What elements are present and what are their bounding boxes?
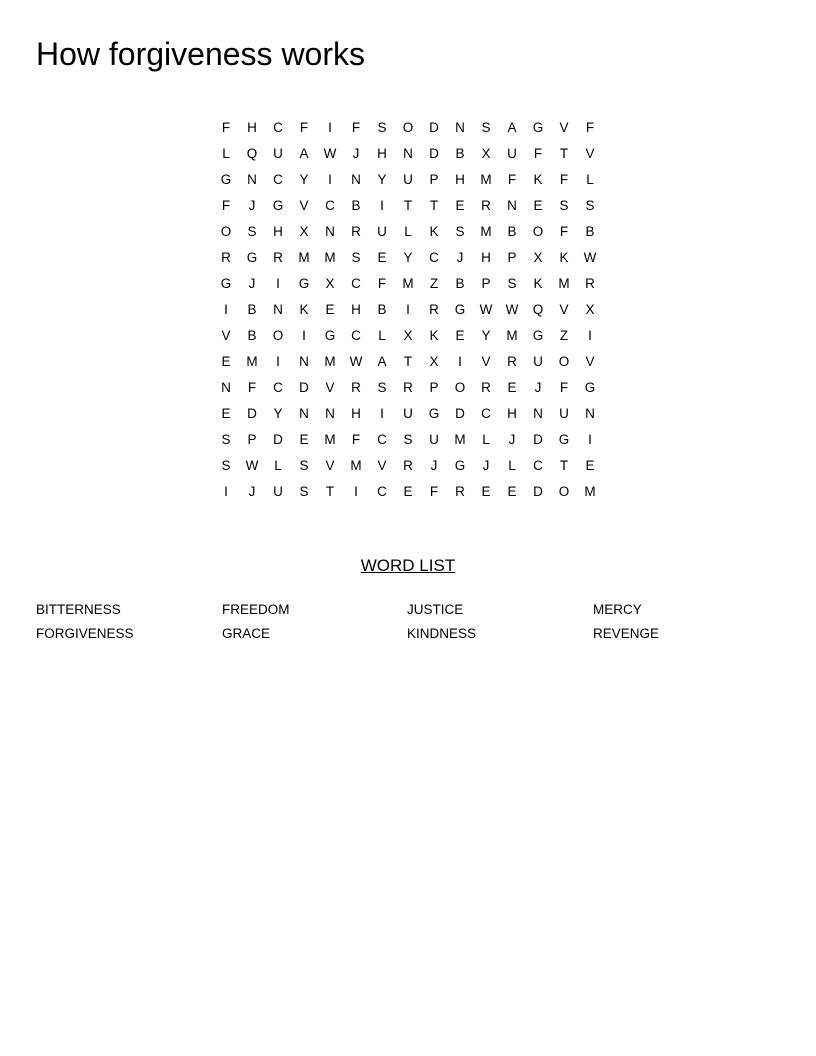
grid-letter: E: [455, 198, 465, 213]
grid-letter: K: [559, 250, 569, 265]
grid-letter: G: [532, 328, 544, 343]
grid-letter: B: [455, 146, 465, 161]
grid-letter: H: [507, 406, 517, 421]
grid-letter: F: [351, 120, 361, 135]
grid-letter: N: [299, 354, 309, 369]
grid-row: [213, 271, 603, 297]
grid-letter: J: [508, 432, 516, 447]
grid-letter: P: [481, 276, 491, 291]
grid-letter: I: [224, 484, 228, 499]
grid-letter: U: [507, 146, 517, 161]
grid-letter: X: [429, 354, 439, 369]
grid-letter: A: [299, 146, 309, 161]
grid-row: [213, 141, 603, 167]
grid-letter: C: [273, 380, 283, 395]
grid-letter: D: [299, 380, 309, 395]
word-search-grid: [213, 115, 603, 505]
grid-letter: L: [586, 172, 594, 187]
grid-letter: H: [247, 120, 257, 135]
grid-letter: I: [458, 354, 462, 369]
grid-letter: Y: [377, 172, 387, 187]
grid-letter: L: [508, 458, 516, 473]
grid-letter: U: [403, 172, 413, 187]
grid-letter: V: [481, 354, 491, 369]
grid-letter: F: [377, 276, 387, 291]
word-list-item: FREEDOM: [222, 602, 290, 617]
grid-letter: I: [406, 302, 410, 317]
grid-letter: W: [245, 458, 259, 473]
grid-letter: P: [429, 380, 439, 395]
grid-row: [213, 453, 603, 479]
grid-letter: R: [481, 198, 491, 213]
grid-letter: H: [351, 406, 361, 421]
grid-letter: L: [378, 328, 386, 343]
grid-letter: V: [559, 302, 569, 317]
grid-letter: F: [585, 120, 595, 135]
grid-letter: R: [273, 250, 283, 265]
grid-letter: K: [533, 172, 543, 187]
grid-letter: S: [481, 120, 491, 135]
grid-letter: J: [248, 484, 256, 499]
grid-letter: X: [533, 250, 543, 265]
grid-letter: N: [403, 146, 413, 161]
grid-row: [213, 115, 603, 141]
word-list: [36, 601, 779, 649]
grid-letter: H: [351, 302, 361, 317]
grid-letter: O: [558, 484, 570, 499]
grid-letter: U: [273, 484, 283, 499]
grid-letter: E: [507, 380, 517, 395]
grid-letter: N: [299, 406, 309, 421]
grid-letter: N: [351, 172, 361, 187]
grid-letter: E: [221, 354, 231, 369]
grid-letter: I: [328, 172, 332, 187]
grid-letter: G: [298, 276, 310, 291]
page-title: How forgiveness works: [36, 36, 365, 72]
grid-letter: Y: [403, 250, 413, 265]
grid-letter: M: [454, 432, 466, 447]
grid-letter: N: [325, 224, 335, 239]
grid-letter: G: [454, 458, 466, 473]
grid-letter: S: [351, 250, 361, 265]
grid-letter: Z: [559, 328, 569, 343]
grid-letter: R: [403, 380, 413, 395]
grid-letter: E: [533, 198, 543, 213]
grid-letter: H: [377, 146, 387, 161]
grid-row: [213, 323, 603, 349]
grid-letter: G: [220, 172, 232, 187]
grid-letter: C: [533, 458, 543, 473]
grid-letter: C: [429, 250, 439, 265]
grid-letter: U: [403, 406, 413, 421]
grid-letter: X: [299, 224, 309, 239]
grid-letter: I: [224, 302, 228, 317]
grid-letter: T: [403, 354, 413, 369]
grid-letter: I: [302, 328, 306, 343]
grid-letter: U: [533, 354, 543, 369]
grid-letter: C: [481, 406, 491, 421]
grid-letter: X: [585, 302, 595, 317]
grid-letter: I: [380, 198, 384, 213]
grid-letter: J: [248, 198, 256, 213]
grid-letter: N: [221, 380, 231, 395]
grid-letter: S: [221, 432, 231, 447]
grid-letter: S: [221, 458, 231, 473]
grid-letter: K: [533, 276, 543, 291]
grid-letter: D: [533, 432, 543, 447]
grid-letter: N: [455, 120, 465, 135]
grid-letter: B: [247, 328, 257, 343]
grid-row: [213, 167, 603, 193]
grid-letter: W: [349, 354, 363, 369]
grid-letter: O: [558, 354, 570, 369]
grid-letter: S: [455, 224, 465, 239]
grid-letter: R: [585, 276, 595, 291]
grid-letter: M: [246, 354, 258, 369]
grid-letter: B: [455, 276, 465, 291]
grid-letter: A: [377, 354, 387, 369]
grid-letter: R: [455, 484, 465, 499]
grid-letter: P: [507, 250, 517, 265]
grid-letter: N: [247, 172, 257, 187]
grid-letter: S: [377, 120, 387, 135]
grid-letter: C: [273, 120, 283, 135]
grid-letter: D: [247, 406, 257, 421]
grid-letter: G: [246, 250, 258, 265]
grid-letter: G: [428, 406, 440, 421]
word-list-item: BITTERNESS: [36, 602, 121, 617]
grid-letter: V: [377, 458, 387, 473]
grid-letter: Q: [532, 302, 544, 317]
grid-letter: B: [377, 302, 387, 317]
grid-letter: G: [220, 276, 232, 291]
grid-letter: F: [299, 120, 309, 135]
word-list-heading: WORD LIST: [360, 556, 456, 575]
grid-row: [213, 219, 603, 245]
grid-letter: W: [323, 146, 337, 161]
grid-letter: L: [222, 146, 230, 161]
grid-letter: I: [276, 354, 280, 369]
grid-letter: S: [585, 198, 595, 213]
grid-letter: J: [430, 458, 438, 473]
grid-letter: J: [248, 276, 256, 291]
word-list-item: GRACE: [222, 626, 271, 641]
grid-letter: M: [480, 224, 492, 239]
grid-letter: M: [480, 172, 492, 187]
grid-letter: F: [559, 380, 569, 395]
grid-letter: M: [350, 458, 362, 473]
grid-letter: L: [404, 224, 412, 239]
grid-letter: O: [402, 120, 414, 135]
grid-letter: B: [507, 224, 517, 239]
grid-row: [213, 245, 603, 271]
grid-letter: J: [456, 250, 464, 265]
grid-letter: O: [454, 380, 466, 395]
grid-letter: E: [455, 328, 465, 343]
grid-letter: M: [558, 276, 570, 291]
grid-row: [213, 375, 603, 401]
grid-letter: G: [558, 432, 570, 447]
grid-letter: V: [221, 328, 231, 343]
grid-letter: V: [559, 120, 569, 135]
grid-letter: H: [481, 250, 491, 265]
grid-letter: X: [481, 146, 491, 161]
grid-letter: Q: [246, 146, 258, 161]
grid-row: [213, 479, 603, 505]
grid-letter: T: [325, 484, 335, 499]
grid-letter: M: [402, 276, 414, 291]
grid-letter: D: [455, 406, 465, 421]
grid-letter: F: [221, 120, 231, 135]
grid-letter: G: [454, 302, 466, 317]
grid-letter: G: [532, 120, 544, 135]
grid-letter: E: [507, 484, 517, 499]
grid-letter: V: [299, 198, 309, 213]
grid-letter: U: [377, 224, 387, 239]
grid-letter: Y: [273, 406, 283, 421]
grid-letter: F: [221, 198, 231, 213]
grid-letter: D: [429, 146, 439, 161]
grid-letter: F: [559, 172, 569, 187]
grid-letter: C: [351, 328, 361, 343]
grid-row: [213, 349, 603, 375]
grid-letter: R: [351, 224, 361, 239]
grid-letter: W: [505, 302, 519, 317]
grid-letter: M: [298, 250, 310, 265]
grid-letter: F: [507, 172, 517, 187]
grid-letter: U: [429, 432, 439, 447]
grid-letter: P: [247, 432, 257, 447]
grid-row: [213, 427, 603, 453]
grid-letter: U: [273, 146, 283, 161]
grid-letter: E: [221, 406, 231, 421]
grid-letter: O: [272, 328, 284, 343]
grid-letter: T: [559, 146, 569, 161]
grid-letter: M: [324, 432, 336, 447]
grid-letter: E: [377, 250, 387, 265]
grid-letter: V: [585, 146, 595, 161]
grid-letter: C: [377, 432, 387, 447]
grid-letter: D: [273, 432, 283, 447]
grid-letter: S: [299, 484, 309, 499]
grid-letter: F: [559, 224, 569, 239]
grid-letter: Z: [429, 276, 439, 291]
grid-letter: I: [588, 328, 592, 343]
grid-letter: E: [585, 458, 595, 473]
grid-letter: I: [588, 432, 592, 447]
grid-letter: I: [328, 120, 332, 135]
grid-letter: B: [247, 302, 257, 317]
grid-letter: V: [325, 458, 335, 473]
grid-letter: E: [325, 302, 335, 317]
grid-letter: D: [429, 120, 439, 135]
grid-letter: R: [221, 250, 231, 265]
grid-letter: G: [324, 328, 336, 343]
grid-letter: R: [481, 380, 491, 395]
word-list-item: JUSTICE: [407, 602, 464, 617]
grid-row: [213, 193, 603, 219]
grid-letter: N: [585, 406, 595, 421]
grid-letter: N: [273, 302, 283, 317]
grid-letter: N: [533, 406, 543, 421]
grid-letter: J: [482, 458, 490, 473]
grid-letter: C: [351, 276, 361, 291]
grid-letter: Y: [481, 328, 491, 343]
grid-letter: X: [325, 276, 335, 291]
grid-letter: M: [324, 250, 336, 265]
grid-letter: H: [455, 172, 465, 187]
grid-letter: T: [559, 458, 569, 473]
grid-letter: O: [220, 224, 232, 239]
grid-letter: J: [534, 380, 542, 395]
grid-letter: U: [559, 406, 569, 421]
grid-letter: R: [403, 458, 413, 473]
grid-letter: A: [507, 120, 517, 135]
grid-letter: S: [507, 276, 517, 291]
grid-letter: E: [481, 484, 491, 499]
grid-letter: T: [429, 198, 439, 213]
grid-letter: V: [325, 380, 335, 395]
grid-letter: R: [351, 380, 361, 395]
grid-letter: L: [482, 432, 490, 447]
grid-letter: I: [354, 484, 358, 499]
grid-row: [213, 401, 603, 427]
grid-letter: E: [403, 484, 413, 499]
grid-letter: W: [479, 302, 493, 317]
grid-letter: Y: [299, 172, 309, 187]
grid-letter: F: [247, 380, 257, 395]
grid-letter: D: [533, 484, 543, 499]
word-list-item: REVENGE: [593, 626, 660, 641]
grid-letter: S: [299, 458, 309, 473]
grid-letter: K: [429, 224, 439, 239]
grid-letter: M: [506, 328, 518, 343]
grid-letter: X: [403, 328, 413, 343]
grid-letter: H: [273, 224, 283, 239]
grid-letter: O: [532, 224, 544, 239]
grid-letter: W: [583, 250, 597, 265]
grid-letter: C: [325, 198, 335, 213]
word-list-item: FORGIVENESS: [36, 626, 134, 641]
grid-letter: E: [299, 432, 309, 447]
grid-letter: P: [429, 172, 439, 187]
grid-letter: S: [377, 380, 387, 395]
grid-letter: N: [507, 198, 517, 213]
grid-letter: S: [247, 224, 257, 239]
grid-letter: R: [507, 354, 517, 369]
grid-letter: F: [429, 484, 439, 499]
grid-letter: C: [377, 484, 387, 499]
grid-letter: F: [351, 432, 361, 447]
grid-letter: L: [274, 458, 282, 473]
grid-letter: N: [325, 406, 335, 421]
grid-letter: V: [585, 354, 595, 369]
word-list-item: MERCY: [593, 602, 642, 617]
grid-letter: F: [533, 146, 543, 161]
grid-letter: K: [429, 328, 439, 343]
grid-letter: S: [559, 198, 569, 213]
grid-letter: S: [403, 432, 413, 447]
grid-letter: M: [584, 484, 596, 499]
grid-letter: T: [403, 198, 413, 213]
grid-letter: G: [584, 380, 596, 395]
grid-letter: I: [276, 276, 280, 291]
grid-letter: R: [429, 302, 439, 317]
grid-letter: B: [585, 224, 595, 239]
grid-letter: J: [352, 146, 360, 161]
grid-letter: C: [273, 172, 283, 187]
grid-letter: M: [324, 354, 336, 369]
word-list-item: KINDNESS: [407, 626, 477, 641]
grid-letter: B: [351, 198, 361, 213]
grid-row: [213, 297, 603, 323]
grid-letter: G: [272, 198, 284, 213]
grid-letter: I: [380, 406, 384, 421]
grid-letter: K: [299, 302, 309, 317]
